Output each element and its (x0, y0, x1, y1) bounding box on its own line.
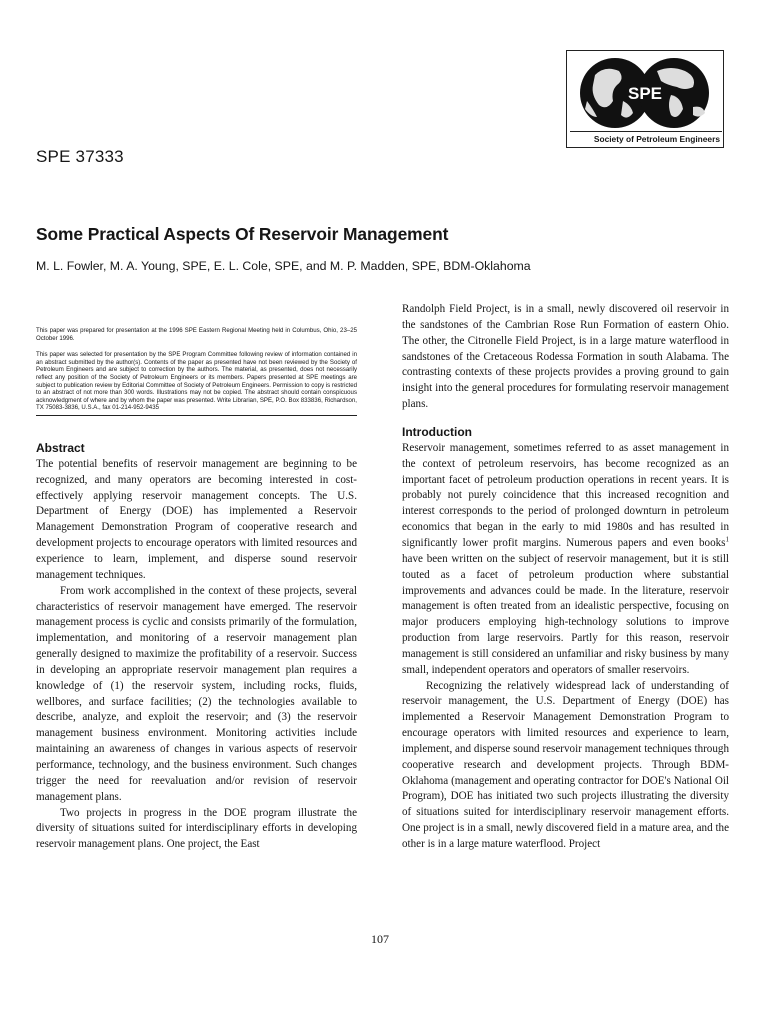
intro-text-segment: Reservoir management, sometimes referred to as asset management in the context of petroleum reservoirs, has become recognized as an important facet of petroleum production operations in recent years. It is probably not purely coincidence that this increased recognition and interest corresponds to the period of prolonged downturn in petroleum economics that began in the early to mid 1980s and has resulted in significantly lower profit margins. Numerous papers and even books (402, 441, 729, 549)
page-number: 107 (371, 932, 389, 946)
abstract-paragraph: The potential benefits of reservoir management are beginning to be recognized, and many operators are becoming interested in cost-effectively applying reservoir management concepts. The U.S. Department of Energy (DOE) has implemented a Reservoir Management Demonstration Program of cooperative research and development projects to encourage operators with limited resources and experience to learn, implement, and disperse sound reservoir management techniques. (36, 457, 357, 581)
introduction-heading: Introduction (402, 424, 472, 439)
copyright-note: This paper was selected for presentation by the SPE Program Committee following review of information contained in an abstract submitted by the author(s). Contents of the paper as presented have not been reviewed by the Society of Petroleum Engineers and are subject to correction by the authors. The material, as presented, does not necessarily reflect any position of the Society of Petroleum Engineers or its members. Papers presented at SPE meetings are subject to publication review by Editorial Committee of Society of Petroleum Engineers. Permission to copy is restricted to an abstract of not more than 300 words. Illustrations may not be copied. The abstract should contain conspicuous acknowledgment of where and by whom the paper was presented. Write Librarian, SPE, P.O. Box 833836, Richardson, TX 75083-3836, U.S.A., fax 01-214-952-9435 (36, 351, 357, 412)
abstract-continuation: Randolph Field Project, is in a small, newly discovered oil reservoir in the sandstones of the Cambrian Rose Run Formation of eastern Ohio. The other, the Citronelle Field Project, is in a large mature waterflood in sandstones of the Cretaceous Rodessa Formation in south Alabama. The contrasting contexts of these projects provides a proving ground to gain insight into the general procedures for formulating reservoir management plans. (402, 303, 729, 411)
globe-logo-graphic (567, 51, 723, 133)
abstract-paragraph: From work accomplished in the context of these projects, several characteristics of reservoir management have emerged. The reservoir management process is cyclic and consists primarily of the formulation, implementation, and monitoring of a reservoir management plan generally designed to maximize the profitability of a reservoir. Success in developing an appropriate reservoir management plan requires a knowledge of (1) the reservoir system, including rocks, fluids, wellbores, and surface facilities; (2) the technologies available to describe, analyze, and exploit the reservoir; and (3) the reservoir management business environment. Monitoring activities include maintaining an awareness of changes in various aspects of reservoir performance, technology, and the business environment. Such changes trigger the need for reevaluation and/or revision of reservoir management plans. (36, 584, 357, 803)
abstract-heading: Abstract (36, 440, 85, 455)
introduction-paragraph: Recognizing the relatively widespread lack of understanding of reservoir management, the U.S. Department of Energy (DOE) has implemented a Reservoir Management Demonstration Program to encourage operators with limited resources and experience to learn, implement, and disperse sound reservoir management techniques through cooperative research and development projects. Through BDM-Oklahoma (management and operating contractor for DOE's National Oil Program), DOE has initiated two such projects illustrating the diversity of situations suited for interdisciplinary reservoir management efforts. One project is in a small, newly discovered field in a mature area, and the other is in a large mature waterflood. Project (402, 679, 729, 850)
svg-text:SPE: SPE (627, 84, 663, 103)
note-divider (36, 415, 357, 416)
spe-logo (566, 50, 724, 148)
abstract-paragraph: Two projects in progress in the DOE program illustrate the diversity of situations suited for interdisciplinary efforts in developing reservoir management plans. One project, the East (36, 806, 357, 851)
right-column (402, 302, 729, 853)
introduction-paragraph (402, 441, 729, 679)
author-line: M. L. Fowler, M. A. Young, SPE, E. L. Cole, SPE, and M. P. Madden, SPE, BDM-Oklahoma (36, 259, 531, 273)
reference-superscript: 1 (725, 535, 729, 544)
paper-title: Some Practical Aspects Of Reservoir Management (36, 224, 449, 244)
logo-caption: Society of Petroleum Engineers (570, 131, 722, 146)
presentation-note: This paper was prepared for presentation at the 1996 SPE Eastern Regional Meeting held in Columbus, Ohio, 23–25 October 1996. (36, 327, 357, 342)
paper-id: SPE 37333 (36, 147, 124, 166)
intro-text-segment: have been written on the subject of reservoir management, but it is still touted as a facet of petroleum production where substantial improvements and advances could be made. In the literature, reservoir management is often treated from an idealistic perspective, focusing on major producers employing high-technology solutions to improve production from large reservoirs. Partly for this reason, reservoir management is still considered an unfamiliar and risky business by many small, independent operators and operators of smaller reservoirs. (402, 552, 729, 676)
left-column (36, 327, 357, 853)
